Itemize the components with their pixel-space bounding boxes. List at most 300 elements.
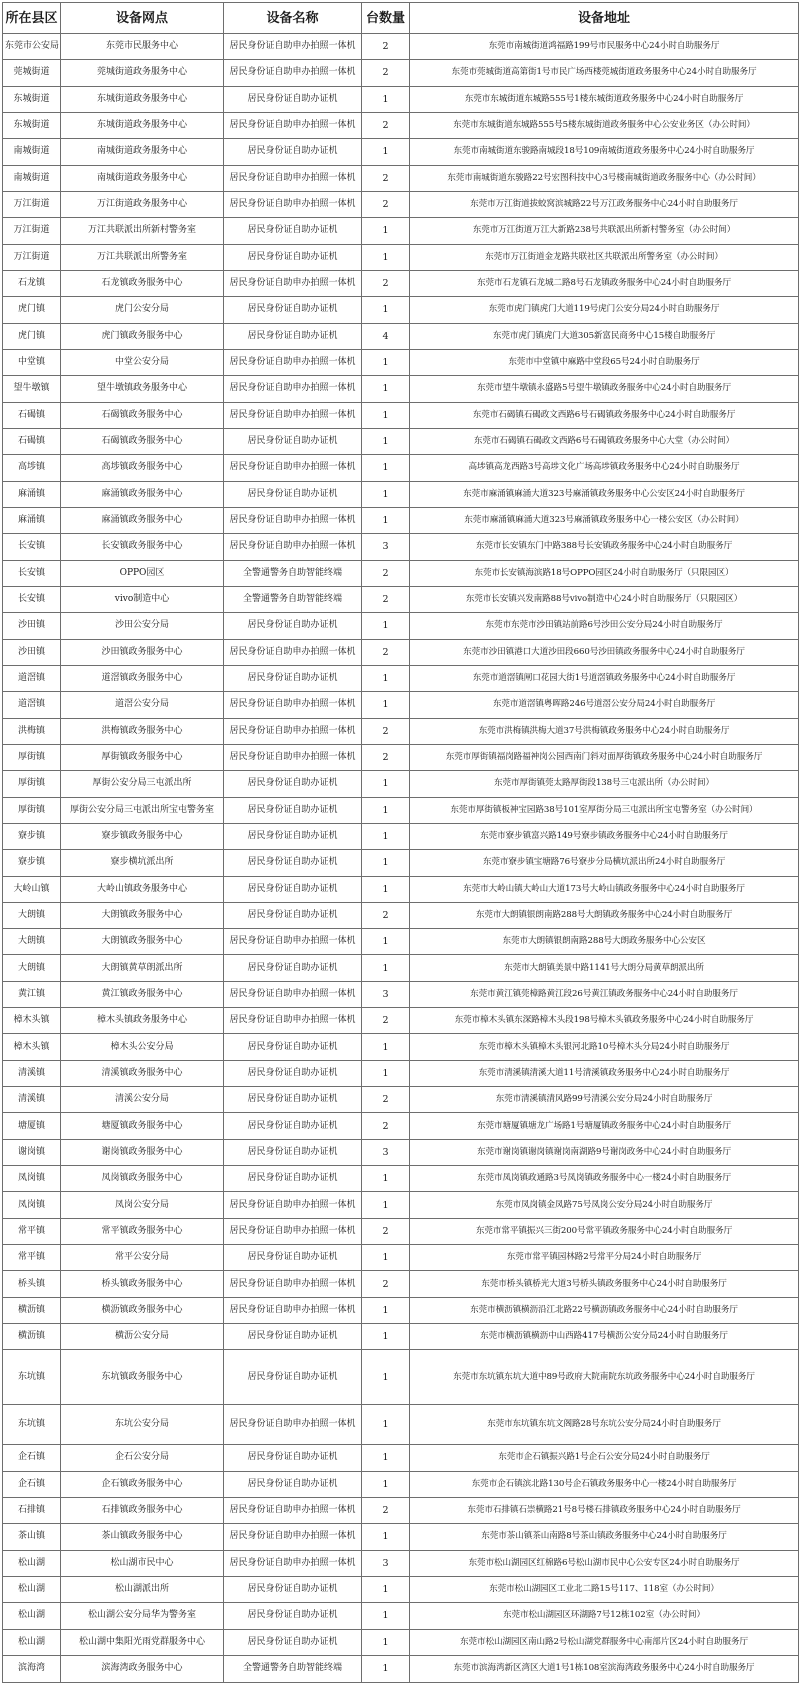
header-district: 所在县区 bbox=[3, 3, 61, 34]
table-row bbox=[3, 60, 799, 86]
district-cell: 常平镇 bbox=[3, 1218, 61, 1244]
table-row bbox=[3, 1087, 799, 1113]
district-cell: 企石镇 bbox=[3, 1445, 61, 1471]
table-row bbox=[3, 1245, 799, 1271]
district-cell: 南城街道 bbox=[3, 139, 61, 165]
device-name-cell: 居民身份证自助申办拍照一体机 bbox=[224, 1550, 362, 1576]
district-cell: 横沥镇 bbox=[3, 1324, 61, 1350]
table-row bbox=[3, 665, 799, 691]
quantity-cell: 1 bbox=[362, 1655, 410, 1682]
device-name-cell: 居民身份证自助办证机 bbox=[224, 955, 362, 981]
district-cell: 松山湖 bbox=[3, 1629, 61, 1655]
device-name-cell: 居民身份证自助办证机 bbox=[224, 323, 362, 349]
quantity-cell: 1 bbox=[362, 507, 410, 533]
outlet-cell: 石碣镇政务服务中心 bbox=[61, 402, 224, 428]
quantity-cell: 2 bbox=[362, 586, 410, 612]
district-cell: 长安镇 bbox=[3, 586, 61, 612]
address-cell: 东莞市清溪镇清溪大道11号清溪镇政务服务中心24小时自助服务厅 bbox=[410, 1060, 799, 1086]
address-cell: 东莞市塘厦镇塘龙广场路1号塘厦镇政务服务中心24小时自助服务厅 bbox=[410, 1113, 799, 1139]
address-cell: 东莞市企石镇滨北路130号企石镇政务服务中心一楼24小时自助服务厅 bbox=[410, 1471, 799, 1497]
quantity-cell: 1 bbox=[362, 481, 410, 507]
device-name-cell: 居民身份证自助申办拍照一体机 bbox=[224, 1297, 362, 1323]
device-name-cell: 居民身份证自助申办拍照一体机 bbox=[224, 34, 362, 60]
quantity-cell: 1 bbox=[362, 823, 410, 849]
table-row bbox=[3, 270, 799, 296]
address-cell: 东莞市道滘镇粤晖路246号道滘公安分局24小时自助服务厅 bbox=[410, 692, 799, 718]
quantity-cell: 1 bbox=[362, 613, 410, 639]
address-cell: 东莞市大朗镇银朗南路288号大朗政务服务中心公安区 bbox=[410, 929, 799, 955]
device-name-cell: 居民身份证自助办证机 bbox=[224, 1139, 362, 1165]
quantity-cell: 1 bbox=[362, 376, 410, 402]
outlet-cell: 石碣镇政务服务中心 bbox=[61, 428, 224, 454]
table-row bbox=[3, 1324, 799, 1350]
outlet-cell: 企石公安分局 bbox=[61, 1445, 224, 1471]
outlet-cell: 大朗镇政务服务中心 bbox=[61, 902, 224, 928]
outlet-cell: 虎门公安分局 bbox=[61, 297, 224, 323]
address-cell: 东莞市茶山镇茶山南路8号茶山镇政务服务中心24小时自助服务厅 bbox=[410, 1524, 799, 1550]
outlet-cell: 道滘镇政务服务中心 bbox=[61, 665, 224, 691]
outlet-cell: 南城街道政务服务中心 bbox=[61, 139, 224, 165]
district-cell: 茶山镇 bbox=[3, 1524, 61, 1550]
district-cell: 厚街镇 bbox=[3, 744, 61, 770]
outlet-cell: 松山湖市民中心 bbox=[61, 1550, 224, 1576]
table-row bbox=[3, 297, 799, 323]
quantity-cell: 1 bbox=[362, 665, 410, 691]
outlet-cell: OPPO园区 bbox=[61, 560, 224, 586]
quantity-cell: 1 bbox=[362, 1471, 410, 1497]
outlet-cell: 沙田镇政务服务中心 bbox=[61, 639, 224, 665]
table-row bbox=[3, 112, 799, 138]
outlet-cell: 桥头镇政务服务中心 bbox=[61, 1271, 224, 1297]
district-cell: 清溪镇 bbox=[3, 1060, 61, 1086]
table-row bbox=[3, 1297, 799, 1323]
quantity-cell: 2 bbox=[362, 744, 410, 770]
device-name-cell: 居民身份证自助办证机 bbox=[224, 771, 362, 797]
table-row bbox=[3, 850, 799, 876]
table-row bbox=[3, 244, 799, 270]
header-address: 设备地址 bbox=[410, 3, 799, 34]
outlet-cell: 清溪公安分局 bbox=[61, 1087, 224, 1113]
district-cell: 大岭山镇 bbox=[3, 876, 61, 902]
table-row bbox=[3, 560, 799, 586]
table-row bbox=[3, 481, 799, 507]
address-cell: 东莞市南城街道鸿福路199号市民服务中心24小时自助服务厅 bbox=[410, 34, 799, 60]
address-cell: 东莞市桥头镇桥光大道3号桥头镇政务服务中心24小时自助服务厅 bbox=[410, 1271, 799, 1297]
quantity-cell: 1 bbox=[362, 955, 410, 981]
address-cell: 东莞市南城街道东骏路南城段18号109南城街道政务服务中心24小时自助服务厅 bbox=[410, 139, 799, 165]
address-cell: 东莞市石龙镇石龙城二路8号石龙镇政务服务中心24小时自助服务厅 bbox=[410, 270, 799, 296]
quantity-cell: 1 bbox=[362, 929, 410, 955]
quantity-cell: 1 bbox=[362, 1192, 410, 1218]
quantity-cell: 1 bbox=[362, 876, 410, 902]
table-row bbox=[3, 402, 799, 428]
outlet-cell: 茶山镇政务服务中心 bbox=[61, 1524, 224, 1550]
address-cell: 东莞市谢岗镇谢岗镇谢岗南湖路9号谢岗政务中心24小时自助服务厅 bbox=[410, 1139, 799, 1165]
outlet-cell: 寮步横坑派出所 bbox=[61, 850, 224, 876]
table-row bbox=[3, 428, 799, 454]
device-name-cell: 居民身份证自助申办拍照一体机 bbox=[224, 929, 362, 955]
device-name-cell: 居民身份证自助办证机 bbox=[224, 613, 362, 639]
device-name-cell: 居民身份证自助申办拍照一体机 bbox=[224, 270, 362, 296]
district-cell: 石碣镇 bbox=[3, 402, 61, 428]
address-cell: 东莞市厚街镇莞太路厚街段138号三屯派出所（办公时间） bbox=[410, 771, 799, 797]
device-name-cell: 居民身份证自助申办拍照一体机 bbox=[224, 1192, 362, 1218]
district-cell: 凤岗镇 bbox=[3, 1192, 61, 1218]
table-row bbox=[3, 376, 799, 402]
address-cell: 东莞市常平镇振兴三街200号常平镇政务服务中心24小时自助服务厅 bbox=[410, 1218, 799, 1244]
outlet-cell: 万江街道政务服务中心 bbox=[61, 191, 224, 217]
table-row bbox=[3, 1192, 799, 1218]
table-row bbox=[3, 876, 799, 902]
quantity-cell: 1 bbox=[362, 349, 410, 375]
outlet-cell: 石龙镇政务服务中心 bbox=[61, 270, 224, 296]
address-cell: 东莞市松山湖园区红棉路6号松山湖市民中心公安专区24小时自助服务厅 bbox=[410, 1550, 799, 1576]
district-cell: 寮步镇 bbox=[3, 823, 61, 849]
address-cell: 东莞市松山湖园区环湖路7号12栋102室（办公时间） bbox=[410, 1603, 799, 1629]
address-cell: 东莞市万江街道金龙路共联社区共联派出所警务室（办公时间） bbox=[410, 244, 799, 270]
outlet-cell: 沙田公安分局 bbox=[61, 613, 224, 639]
table-row bbox=[3, 955, 799, 981]
quantity-cell: 2 bbox=[362, 34, 410, 60]
table-row bbox=[3, 1576, 799, 1602]
district-cell: 松山湖 bbox=[3, 1576, 61, 1602]
address-cell: 东莞市石碣镇石碣政文西路6号石碣镇政务服务中心大堂（办公时间） bbox=[410, 428, 799, 454]
district-cell: 松山湖 bbox=[3, 1550, 61, 1576]
outlet-cell: 东城街道政务服务中心 bbox=[61, 86, 224, 112]
district-cell: 道滘镇 bbox=[3, 665, 61, 691]
outlet-cell: 莞城街道政务服务中心 bbox=[61, 60, 224, 86]
device-name-cell: 居民身份证自助申办拍照一体机 bbox=[224, 1008, 362, 1034]
quantity-cell: 1 bbox=[362, 1576, 410, 1602]
outlet-cell: 塘厦镇政务服务中心 bbox=[61, 1113, 224, 1139]
table-row bbox=[3, 455, 799, 481]
quantity-cell: 2 bbox=[362, 60, 410, 86]
address-cell: 东莞市东坑镇东坑大道中89号政府大院南院东坑政务服务中心24小时自助服务厅 bbox=[410, 1350, 799, 1405]
outlet-cell: 麻涌镇政务服务中心 bbox=[61, 507, 224, 533]
device-name-cell: 居民身份证自助申办拍照一体机 bbox=[224, 981, 362, 1007]
device-name-cell: 居民身份证自助办证机 bbox=[224, 665, 362, 691]
outlet-cell: 大岭山镇政务服务中心 bbox=[61, 876, 224, 902]
district-cell: 石排镇 bbox=[3, 1497, 61, 1523]
district-cell: 滨海湾 bbox=[3, 1655, 61, 1682]
address-cell: 东莞市常平镇园林路2号常平分局24小时自助服务厅 bbox=[410, 1245, 799, 1271]
device-name-cell: 居民身份证自助办证机 bbox=[224, 1576, 362, 1602]
device-name-cell: 居民身份证自助办证机 bbox=[224, 297, 362, 323]
quantity-cell: 1 bbox=[362, 86, 410, 112]
outlet-cell: 中堂公安分局 bbox=[61, 349, 224, 375]
device-name-cell: 居民身份证自助申办拍照一体机 bbox=[224, 112, 362, 138]
table-row bbox=[3, 1524, 799, 1550]
outlet-cell: 东坑镇政务服务中心 bbox=[61, 1350, 224, 1405]
outlet-cell: 寮步镇政务服务中心 bbox=[61, 823, 224, 849]
quantity-cell: 2 bbox=[362, 1008, 410, 1034]
address-cell: 东莞市黄江镇莞樟路黄江段26号黄江镇政务服务中心24小时自助服务厅 bbox=[410, 981, 799, 1007]
table-row bbox=[3, 1218, 799, 1244]
quantity-cell: 2 bbox=[362, 1087, 410, 1113]
table-row bbox=[3, 797, 799, 823]
quantity-cell: 2 bbox=[362, 270, 410, 296]
quantity-cell: 2 bbox=[362, 1497, 410, 1523]
quantity-cell: 4 bbox=[362, 323, 410, 349]
table-row bbox=[3, 1550, 799, 1576]
address-cell: 东莞市麻涌镇麻涌大道323号麻涌镇政务服务中心一楼公安区（办公时间） bbox=[410, 507, 799, 533]
quantity-cell: 3 bbox=[362, 1139, 410, 1165]
outlet-cell: 横沥镇政务服务中心 bbox=[61, 1297, 224, 1323]
district-cell: 虎门镇 bbox=[3, 297, 61, 323]
district-cell: 大朗镇 bbox=[3, 902, 61, 928]
district-cell: 东坑镇 bbox=[3, 1350, 61, 1405]
device-name-cell: 居民身份证自助办证机 bbox=[224, 823, 362, 849]
outlet-cell: 樟木头公安分局 bbox=[61, 1034, 224, 1060]
table-row bbox=[3, 823, 799, 849]
table-row bbox=[3, 218, 799, 244]
table-row bbox=[3, 1139, 799, 1165]
address-cell: 东莞市道滘镇闸口花园大街1号道滘镇政务服务中心24小时自助服务厅 bbox=[410, 665, 799, 691]
quantity-cell: 3 bbox=[362, 1550, 410, 1576]
outlet-cell: 万江共联派出所新村警务室 bbox=[61, 218, 224, 244]
address-cell: 东莞市滨海湾新区湾区大道1号1栋108室滨海湾政务服务中心24小时自助服务厅 bbox=[410, 1655, 799, 1682]
address-cell: 东莞市大朗镇美景中路1141号大朗分局黄草朗派出所 bbox=[410, 955, 799, 981]
address-cell: 东莞市樟木头镇樟木头银河北路10号樟木头分局24小时自助服务厅 bbox=[410, 1034, 799, 1060]
table-row bbox=[3, 349, 799, 375]
device-name-cell: 居民身份证自助办证机 bbox=[224, 244, 362, 270]
quantity-cell: 2 bbox=[362, 191, 410, 217]
device-name-cell: 全警通警务自助智能终端 bbox=[224, 560, 362, 586]
quantity-cell: 1 bbox=[362, 1405, 410, 1445]
outlet-cell: 大朗镇黄草朗派出所 bbox=[61, 955, 224, 981]
table-row bbox=[3, 1497, 799, 1523]
district-cell: 中堂镇 bbox=[3, 349, 61, 375]
table-row bbox=[3, 323, 799, 349]
header-outlet: 设备网点 bbox=[61, 3, 224, 34]
table-row bbox=[3, 1008, 799, 1034]
address-cell: 东莞市东城街道东城路555号1楼东城街道政务服务中心24小时自助服务厅 bbox=[410, 86, 799, 112]
quantity-cell: 2 bbox=[362, 718, 410, 744]
table-row bbox=[3, 771, 799, 797]
outlet-cell: vivo制造中心 bbox=[61, 586, 224, 612]
device-name-cell: 居民身份证自助申办拍照一体机 bbox=[224, 718, 362, 744]
table-row bbox=[3, 744, 799, 770]
district-cell: 寮步镇 bbox=[3, 850, 61, 876]
quantity-cell: 1 bbox=[362, 1324, 410, 1350]
district-cell: 桥头镇 bbox=[3, 1271, 61, 1297]
table-row bbox=[3, 1405, 799, 1445]
header-device-name: 设备名称 bbox=[224, 3, 362, 34]
district-cell: 横沥镇 bbox=[3, 1297, 61, 1323]
device-name-cell: 居民身份证自助申办拍照一体机 bbox=[224, 744, 362, 770]
address-cell: 东莞市长安镇东门中路388号长安镇政务服务中心24小时自助服务厅 bbox=[410, 534, 799, 560]
address-cell: 东莞市樟木头镇东深路樟木头段198号樟木头镇政务服务中心24小时自助服务厅 bbox=[410, 1008, 799, 1034]
outlet-cell: 南城街道政务服务中心 bbox=[61, 165, 224, 191]
address-cell: 东莞市松山湖园区工业北二路15号117、118室（办公时间） bbox=[410, 1576, 799, 1602]
district-cell: 长安镇 bbox=[3, 560, 61, 586]
outlet-cell: 常平公安分局 bbox=[61, 1245, 224, 1271]
quantity-cell: 1 bbox=[362, 244, 410, 270]
device-name-cell: 居民身份证自助申办拍照一体机 bbox=[224, 1218, 362, 1244]
table-row bbox=[3, 692, 799, 718]
outlet-cell: 长安镇政务服务中心 bbox=[61, 534, 224, 560]
device-name-cell: 居民身份证自助申办拍照一体机 bbox=[224, 1405, 362, 1445]
quantity-cell: 2 bbox=[362, 1113, 410, 1139]
address-cell: 东莞市沙田镇港口大道沙田段660号沙田镇政务服务中心24小时自助服务厅 bbox=[410, 639, 799, 665]
table-row bbox=[3, 929, 799, 955]
table-row bbox=[3, 191, 799, 217]
address-cell: 东莞市中堂镇中麻路中堂段65号24小时自助服务厅 bbox=[410, 349, 799, 375]
address-cell: 东莞市万江街道万江大新路238号共联派出所新村警务室（办公时间） bbox=[410, 218, 799, 244]
district-cell: 沙田镇 bbox=[3, 613, 61, 639]
quantity-cell: 1 bbox=[362, 850, 410, 876]
table-row bbox=[3, 1113, 799, 1139]
outlet-cell: 厚街公安分局三屯派出所宝屯警务室 bbox=[61, 797, 224, 823]
district-cell: 万江街道 bbox=[3, 244, 61, 270]
district-cell: 东坑镇 bbox=[3, 1405, 61, 1445]
device-name-cell: 居民身份证自助办证机 bbox=[224, 1166, 362, 1192]
district-cell: 厚街镇 bbox=[3, 797, 61, 823]
device-name-cell: 居民身份证自助办证机 bbox=[224, 1603, 362, 1629]
address-cell: 东莞市厚街镇福岗路福神岗公园西南门斜对面厚街镇政务服务中心24小时自助服务厅 bbox=[410, 744, 799, 770]
district-cell: 樟木头镇 bbox=[3, 1008, 61, 1034]
outlet-cell: 厚街公安分局三屯派出所 bbox=[61, 771, 224, 797]
outlet-cell: 望牛墩镇政务服务中心 bbox=[61, 376, 224, 402]
table-row bbox=[3, 1471, 799, 1497]
district-cell: 清溪镇 bbox=[3, 1087, 61, 1113]
outlet-cell: 虎门镇政务服务中心 bbox=[61, 323, 224, 349]
device-name-cell: 居民身份证自助申办拍照一体机 bbox=[224, 534, 362, 560]
outlet-cell: 万江共联派出所警务室 bbox=[61, 244, 224, 270]
outlet-cell: 清溪镇政务服务中心 bbox=[61, 1060, 224, 1086]
quantity-cell: 2 bbox=[362, 165, 410, 191]
quantity-cell: 1 bbox=[362, 297, 410, 323]
device-name-cell: 居民身份证自助办证机 bbox=[224, 1087, 362, 1113]
header-quantity: 台数量 bbox=[362, 3, 410, 34]
table-row bbox=[3, 139, 799, 165]
address-cell: 东莞市松山湖园区南山路2号松山湖党群服务中心南部片区24小时自助服务厅 bbox=[410, 1629, 799, 1655]
outlet-cell: 东坑公安分局 bbox=[61, 1405, 224, 1445]
address-cell: 东莞市凤岗镇政通路3号凤岗镇政务服务中心一楼24小时自助服务厅 bbox=[410, 1166, 799, 1192]
district-cell: 樟木头镇 bbox=[3, 1034, 61, 1060]
address-cell: 东莞市石碣镇石碣政文西路6号石碣镇政务服务中心24小时自助服务厅 bbox=[410, 402, 799, 428]
device-name-cell: 居民身份证自助申办拍照一体机 bbox=[224, 455, 362, 481]
table-row bbox=[3, 1060, 799, 1086]
outlet-cell: 谢岗镇政务服务中心 bbox=[61, 1139, 224, 1165]
device-table bbox=[2, 2, 799, 1683]
quantity-cell: 1 bbox=[362, 1445, 410, 1471]
address-cell: 东莞市东坑镇东坑文阁路28号东坑公安分局24小时自助服务厅 bbox=[410, 1405, 799, 1445]
quantity-cell: 1 bbox=[362, 1297, 410, 1323]
outlet-cell: 麻涌镇政务服务中心 bbox=[61, 481, 224, 507]
address-cell: 东莞市万江街道拔蛟窝滨城路22号万江政务服务中心24小时自助服务厅 bbox=[410, 191, 799, 217]
device-name-cell: 居民身份证自助申办拍照一体机 bbox=[224, 1524, 362, 1550]
device-name-cell: 居民身份证自助办证机 bbox=[224, 1060, 362, 1086]
address-cell: 东莞市虎门镇虎门大道119号虎门公安分局24小时自助服务厅 bbox=[410, 297, 799, 323]
district-cell: 东城街道 bbox=[3, 86, 61, 112]
district-cell: 南城街道 bbox=[3, 165, 61, 191]
address-cell: 东莞市虎门镇虎门大道305新富民商务中心15楼自助服务厅 bbox=[410, 323, 799, 349]
outlet-cell: 黄江镇政务服务中心 bbox=[61, 981, 224, 1007]
table-row bbox=[3, 1166, 799, 1192]
device-name-cell: 居民身份证自助办证机 bbox=[224, 139, 362, 165]
address-cell: 东莞市南城街道东骏路22号宏图科技中心3号楼南城街道政务服务中心（办公时间） bbox=[410, 165, 799, 191]
outlet-cell: 樟木头镇政务服务中心 bbox=[61, 1008, 224, 1034]
outlet-cell: 石排镇政务服务中心 bbox=[61, 1497, 224, 1523]
quantity-cell: 2 bbox=[362, 1218, 410, 1244]
district-cell: 沙田镇 bbox=[3, 639, 61, 665]
address-cell: 东莞市望牛墩镇永盛路5号望牛墩镇政务服务中心24小时自助服务厅 bbox=[410, 376, 799, 402]
quantity-cell: 1 bbox=[362, 139, 410, 165]
outlet-cell: 常平镇政务服务中心 bbox=[61, 1218, 224, 1244]
device-name-cell: 居民身份证自助办证机 bbox=[224, 86, 362, 112]
quantity-cell: 2 bbox=[362, 560, 410, 586]
address-cell: 东莞市莞城街道高第街1号市民广场西楼莞城街道政务服务中心24小时自助服务厅 bbox=[410, 60, 799, 86]
device-name-cell: 居民身份证自助办证机 bbox=[224, 850, 362, 876]
table-row bbox=[3, 534, 799, 560]
device-name-cell: 居民身份证自助申办拍照一体机 bbox=[224, 1271, 362, 1297]
device-name-cell: 居民身份证自助办证机 bbox=[224, 481, 362, 507]
device-location-sheet bbox=[2, 2, 798, 1683]
outlet-cell: 企石镇政务服务中心 bbox=[61, 1471, 224, 1497]
address-cell: 东莞市清溪镇清风路99号清溪公安分局24小时自助服务厅 bbox=[410, 1087, 799, 1113]
outlet-cell: 洪梅镇政务服务中心 bbox=[61, 718, 224, 744]
outlet-cell: 厚街镇政务服务中心 bbox=[61, 744, 224, 770]
table-row bbox=[3, 1445, 799, 1471]
outlet-cell: 滨海湾政务服务中心 bbox=[61, 1655, 224, 1682]
table-row bbox=[3, 981, 799, 1007]
quantity-cell: 2 bbox=[362, 902, 410, 928]
quantity-cell: 1 bbox=[362, 692, 410, 718]
district-cell: 厚街镇 bbox=[3, 771, 61, 797]
device-name-cell: 居民身份证自助申办拍照一体机 bbox=[224, 402, 362, 428]
address-cell: 东莞市东莞市沙田镇站前路6号沙田公安分局24小时自助服务厅 bbox=[410, 613, 799, 639]
outlet-cell: 松山湖派出所 bbox=[61, 1576, 224, 1602]
address-cell: 东莞市寮步镇富兴路149号寮步镇政务服务中心24小时自助服务厅 bbox=[410, 823, 799, 849]
quantity-cell: 1 bbox=[362, 218, 410, 244]
address-cell: 东莞市企石镇振兴路1号企石公安分局24小时自助服务厅 bbox=[410, 1445, 799, 1471]
table-row bbox=[3, 86, 799, 112]
address-cell: 东莞市凤岗镇金凤路75号凤岗公安分局24小时自助服务厅 bbox=[410, 1192, 799, 1218]
quantity-cell: 1 bbox=[362, 1034, 410, 1060]
district-cell: 大朗镇 bbox=[3, 955, 61, 981]
outlet-cell: 高埗镇政务服务中心 bbox=[61, 455, 224, 481]
table-row bbox=[3, 718, 799, 744]
address-cell: 东莞市厚街镇板神宝园路38号101室厚街分局三屯派出所宝屯警务室（办公时间） bbox=[410, 797, 799, 823]
table-row bbox=[3, 1034, 799, 1060]
quantity-cell: 3 bbox=[362, 534, 410, 560]
device-name-cell: 居民身份证自助申办拍照一体机 bbox=[224, 639, 362, 665]
address-cell: 东莞市横沥镇横沥中山西路417号横沥公安分局24小时自助服务厅 bbox=[410, 1324, 799, 1350]
device-name-cell: 全警通警务自助智能终端 bbox=[224, 1655, 362, 1682]
quantity-cell: 1 bbox=[362, 455, 410, 481]
quantity-cell: 3 bbox=[362, 981, 410, 1007]
quantity-cell: 1 bbox=[362, 1245, 410, 1271]
table-row bbox=[3, 34, 799, 60]
district-cell: 长安镇 bbox=[3, 534, 61, 560]
district-cell: 谢岗镇 bbox=[3, 1139, 61, 1165]
quantity-cell: 2 bbox=[362, 639, 410, 665]
outlet-cell: 凤岗公安分局 bbox=[61, 1192, 224, 1218]
outlet-cell: 松山湖中集阳光雨党群服务中心 bbox=[61, 1629, 224, 1655]
address-cell: 东莞市大岭山镇大岭山大道173号大岭山镇政务服务中心24小时自助服务厅 bbox=[410, 876, 799, 902]
district-cell: 洪梅镇 bbox=[3, 718, 61, 744]
outlet-cell: 东城街道政务服务中心 bbox=[61, 112, 224, 138]
table-row bbox=[3, 902, 799, 928]
device-name-cell: 居民身份证自助办证机 bbox=[224, 1629, 362, 1655]
district-cell: 高埗镇 bbox=[3, 455, 61, 481]
district-cell: 东莞市公安局 bbox=[3, 34, 61, 60]
district-cell: 东城街道 bbox=[3, 112, 61, 138]
outlet-cell: 松山湖公安分局华为警务室 bbox=[61, 1603, 224, 1629]
district-cell: 虎门镇 bbox=[3, 323, 61, 349]
address-cell: 东莞市长安镇兴发南路88号vivo制造中心24小时自助服务厅（只限园区） bbox=[410, 586, 799, 612]
